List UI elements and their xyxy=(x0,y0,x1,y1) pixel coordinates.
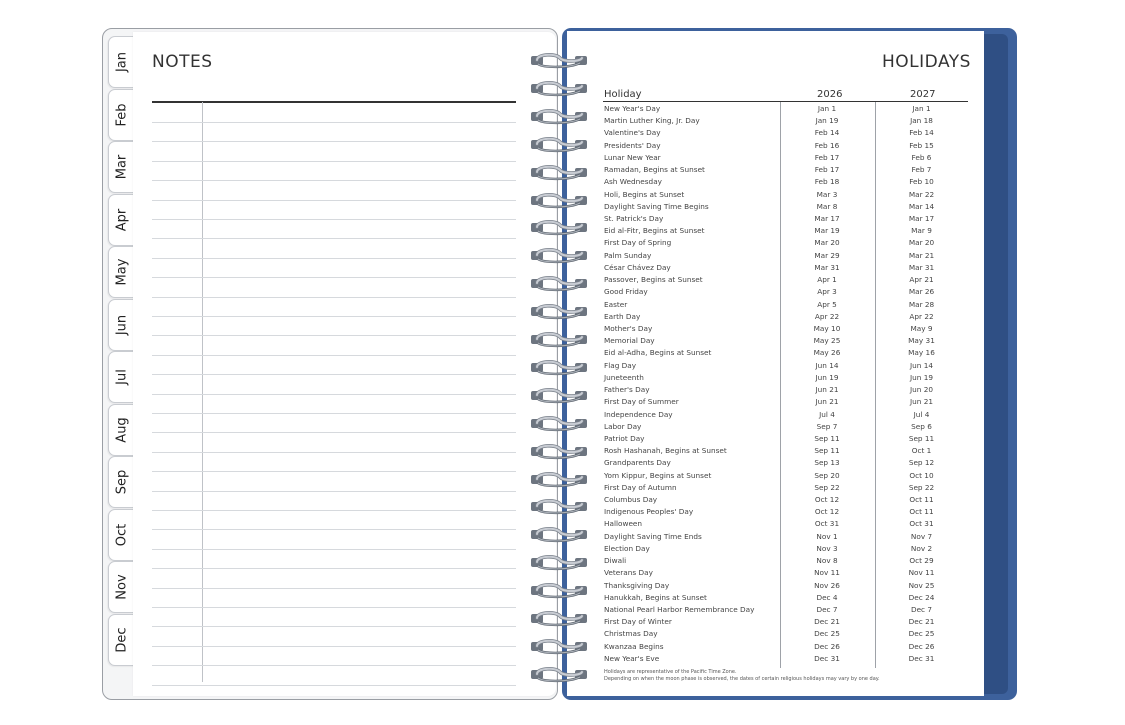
note-line xyxy=(152,141,516,142)
holiday-name: First Day of Summer xyxy=(604,397,679,407)
table-row xyxy=(603,396,968,408)
spiral-ring xyxy=(530,359,588,377)
date-year-2: Sep 6 xyxy=(911,421,932,431)
holiday-name: Columbus Day xyxy=(604,495,658,505)
holiday-name: Presidents' Day xyxy=(604,140,661,150)
date-year-2: Oct 11 xyxy=(909,495,934,505)
holiday-name: Hanukkah, Begins at Sunset xyxy=(604,592,707,602)
table-row xyxy=(603,641,968,653)
holiday-name: Election Day xyxy=(604,543,650,553)
date-year-1: Dec 31 xyxy=(814,653,840,663)
date-year-1: Nov 3 xyxy=(816,543,838,553)
date-year-1: Nov 8 xyxy=(816,556,838,566)
date-year-1: May 25 xyxy=(813,336,841,346)
note-line xyxy=(152,549,516,550)
date-year-1: Apr 5 xyxy=(817,299,837,309)
holiday-name: César Chávez Day xyxy=(604,262,671,272)
date-year-2: Feb 6 xyxy=(911,152,932,162)
holiday-name: First Day of Spring xyxy=(604,238,672,248)
holiday-name: Ramadan, Begins at Sunset xyxy=(604,165,705,175)
date-year-2: Nov 25 xyxy=(908,580,935,590)
date-year-2: Oct 10 xyxy=(909,470,934,480)
note-line xyxy=(152,219,516,220)
date-year-2: Oct 29 xyxy=(909,556,934,566)
date-year-1: Nov 11 xyxy=(814,568,840,578)
date-year-1: Oct 31 xyxy=(814,519,840,529)
date-year-1: Jun 21 xyxy=(815,397,839,407)
holiday-name: Daylight Saving Time Begins xyxy=(604,201,709,211)
holiday-name: New Year's Day xyxy=(604,104,661,113)
spiral-ring xyxy=(530,471,588,489)
notes-title: NOTES xyxy=(152,52,213,72)
date-year-1: Jan 19 xyxy=(815,116,839,126)
holiday-name: Veterans Day xyxy=(604,568,653,578)
table-row xyxy=(603,567,968,579)
table-row xyxy=(603,580,968,592)
month-tab-dec[interactable] xyxy=(108,614,135,666)
table-row xyxy=(603,360,968,372)
date-year-2: Mar 17 xyxy=(908,213,935,223)
holiday-name: Diwali xyxy=(604,556,627,566)
date-year-1: Feb 17 xyxy=(814,165,840,175)
date-year-2: Mar 14 xyxy=(908,201,935,211)
date-year-2: Mar 20 xyxy=(908,238,935,248)
table-row xyxy=(603,445,968,457)
month-tab-jun[interactable] xyxy=(108,299,135,351)
date-year-1: Dec 25 xyxy=(814,629,840,639)
date-year-1: May 10 xyxy=(813,323,841,333)
date-year-2: Jan 1 xyxy=(912,104,931,113)
date-year-1: Oct 12 xyxy=(814,495,840,505)
holiday-name: Grandparents Day xyxy=(604,458,671,468)
date-year-2: Mar 22 xyxy=(908,189,935,199)
note-line xyxy=(152,607,516,608)
date-year-1: Jan 1 xyxy=(817,104,837,113)
table-row xyxy=(603,115,968,127)
date-year-1: Mar 3 xyxy=(816,189,838,199)
note-line xyxy=(152,646,516,647)
header-year-2: 2027 xyxy=(910,89,936,100)
table-row xyxy=(603,384,968,396)
spiral-ring xyxy=(530,164,588,182)
table-row xyxy=(603,506,968,518)
month-tabs xyxy=(108,36,136,696)
date-year-1: Nov 26 xyxy=(814,580,840,590)
holiday-name: Halloween xyxy=(604,519,643,529)
month-tab-label: Jul xyxy=(114,369,130,385)
note-line xyxy=(152,161,516,162)
date-year-1: Dec 7 xyxy=(816,605,838,615)
table-row xyxy=(603,323,968,335)
month-tab-label: Dec xyxy=(114,626,130,653)
note-line xyxy=(152,588,516,589)
table-row xyxy=(603,409,968,421)
month-tab-mar[interactable] xyxy=(108,141,135,193)
date-year-1: Apr 1 xyxy=(817,275,837,285)
note-line xyxy=(152,529,516,530)
date-year-1: Apr 22 xyxy=(814,311,840,321)
holiday-name: Good Friday xyxy=(604,287,648,297)
table-row xyxy=(603,335,968,347)
month-tab-jul[interactable] xyxy=(108,351,135,403)
holiday-name: National Pearl Harbor Remembrance Day xyxy=(604,605,755,615)
note-line xyxy=(152,413,516,414)
table-row xyxy=(603,372,968,384)
note-line xyxy=(152,432,516,433)
date-year-2: Dec 31 xyxy=(908,653,935,663)
month-tab-sep[interactable] xyxy=(108,456,135,508)
note-line xyxy=(152,238,516,239)
table-row xyxy=(603,470,968,482)
month-tab-label: Aug xyxy=(114,416,130,443)
note-line xyxy=(152,316,516,317)
spiral-ring xyxy=(530,247,588,265)
date-year-2: Jun 20 xyxy=(909,385,933,395)
spiral-ring xyxy=(530,387,588,405)
holiday-name: Valentine's Day xyxy=(604,128,661,138)
date-year-2: Jun 21 xyxy=(909,397,933,407)
table-row xyxy=(603,176,968,188)
date-year-2: Dec 7 xyxy=(910,605,933,615)
date-year-1: Mar 29 xyxy=(814,250,840,260)
table-row xyxy=(603,225,968,237)
date-year-1: Mar 8 xyxy=(816,201,838,211)
month-tab-label: Sep xyxy=(114,469,130,495)
month-tab-oct[interactable] xyxy=(108,509,135,561)
spiral-ring xyxy=(530,303,588,321)
table-row xyxy=(603,433,968,445)
table-row xyxy=(603,518,968,530)
date-year-2: Feb 14 xyxy=(909,128,934,138)
holiday-name: Independence Day xyxy=(604,409,673,419)
date-year-2: Oct 1 xyxy=(911,446,932,456)
notes-page xyxy=(133,32,556,696)
table-row xyxy=(603,616,968,628)
spiral-ring xyxy=(530,526,588,544)
table-row xyxy=(603,311,968,323)
spiral-ring xyxy=(530,638,588,656)
date-year-1: Apr 3 xyxy=(817,287,837,297)
date-year-1: Sep 7 xyxy=(816,421,838,431)
spiral-ring xyxy=(530,52,588,70)
date-year-1: Mar 31 xyxy=(814,262,840,272)
holiday-name: Labor Day xyxy=(604,421,642,431)
month-tab-apr[interactable] xyxy=(108,194,135,246)
date-year-2: Nov 2 xyxy=(910,543,933,553)
date-year-2: Mar 26 xyxy=(908,287,935,297)
date-year-1: Feb 18 xyxy=(814,177,840,187)
holiday-name: Eid al-Adha, Begins at Sunset xyxy=(604,348,712,358)
holiday-name: Thanksgiving Day xyxy=(604,580,670,590)
notes-header-rule xyxy=(152,101,516,103)
table-row xyxy=(603,592,968,604)
table-row xyxy=(603,152,968,164)
date-year-2: Mar 9 xyxy=(911,226,932,236)
month-tab-label: Oct xyxy=(114,523,130,546)
note-line xyxy=(152,685,516,686)
date-year-2: May 9 xyxy=(910,323,933,333)
spiral-ring xyxy=(530,554,588,572)
date-year-1: Feb 14 xyxy=(814,128,840,138)
month-tab-label: Apr xyxy=(114,208,130,231)
holiday-name: Indigenous Peoples' Day xyxy=(604,507,694,517)
spiral-ring xyxy=(530,666,588,684)
date-year-2: Nov 7 xyxy=(910,531,933,541)
holiday-name: Patriot Day xyxy=(604,433,645,443)
table-row xyxy=(603,457,968,469)
note-line xyxy=(152,510,516,511)
spiral-ring xyxy=(530,415,588,433)
date-year-2: Apr 22 xyxy=(909,311,934,321)
spiral-ring xyxy=(530,80,588,98)
date-year-2: Sep 12 xyxy=(908,458,935,468)
table-row xyxy=(603,237,968,249)
holiday-name: Lunar New Year xyxy=(604,152,661,162)
month-tab-may[interactable] xyxy=(108,246,135,298)
holiday-name: Palm Sunday xyxy=(604,250,652,260)
note-line xyxy=(152,180,516,181)
holiday-name: Juneteenth xyxy=(604,372,644,382)
month-tab-jan[interactable] xyxy=(108,36,135,88)
date-year-1: Feb 17 xyxy=(814,152,840,162)
note-line xyxy=(152,394,516,395)
date-year-2: Mar 28 xyxy=(908,299,935,309)
footnote-moon-phase: Depending on when the moon phase is observed, the dates of certain religious holidays may vary by one day. xyxy=(604,676,880,682)
header-year-1: 2026 xyxy=(817,89,843,100)
table-row xyxy=(603,531,968,543)
date-year-1: Feb 16 xyxy=(814,140,840,150)
holiday-name: Eid al-Fitr, Begins at Sunset xyxy=(604,226,705,236)
table-row xyxy=(603,213,968,225)
spiral-ring xyxy=(530,582,588,600)
date-year-1: Oct 12 xyxy=(814,507,840,517)
table-row xyxy=(603,628,968,640)
date-year-1: Jun 14 xyxy=(815,360,839,370)
note-line xyxy=(152,200,516,201)
note-line xyxy=(152,258,516,259)
holiday-name: Easter xyxy=(604,299,628,309)
note-line xyxy=(152,626,516,627)
date-year-2: Oct 11 xyxy=(909,507,934,517)
date-year-1: Dec 4 xyxy=(816,592,838,602)
note-line xyxy=(152,471,516,472)
date-year-2: Dec 25 xyxy=(908,629,935,639)
date-year-2: May 16 xyxy=(908,348,935,358)
note-line xyxy=(152,297,516,298)
table-row xyxy=(603,299,968,311)
spiral-ring xyxy=(530,610,588,628)
date-year-2: Jul 4 xyxy=(913,409,930,419)
table-row xyxy=(603,494,968,506)
note-line xyxy=(152,665,516,666)
holiday-name: Father's Day xyxy=(604,385,650,395)
note-line xyxy=(152,374,516,375)
date-year-2: Apr 21 xyxy=(909,275,934,285)
table-row xyxy=(603,201,968,213)
date-year-1: Mar 20 xyxy=(814,238,840,248)
date-year-1: Nov 1 xyxy=(816,531,838,541)
date-year-2: Oct 31 xyxy=(909,519,934,529)
holiday-name: Memorial Day xyxy=(604,336,655,346)
date-year-1: Sep 13 xyxy=(814,458,840,468)
note-line xyxy=(152,452,516,453)
table-row xyxy=(603,604,968,616)
month-tab-label: Jun xyxy=(114,314,130,335)
date-year-2: Dec 21 xyxy=(908,617,935,627)
table-row xyxy=(603,286,968,298)
holiday-name: Martin Luther King, Jr. Day xyxy=(604,116,700,126)
month-tab-nov[interactable] xyxy=(108,561,135,613)
holiday-name: Holi, Begins at Sunset xyxy=(604,189,685,199)
date-year-2: Sep 11 xyxy=(908,433,935,443)
month-tab-feb[interactable] xyxy=(108,89,135,141)
date-year-2: Dec 24 xyxy=(908,592,935,602)
date-year-2: Dec 26 xyxy=(908,641,935,651)
note-line xyxy=(152,335,516,336)
date-year-1: Sep 11 xyxy=(814,433,840,443)
date-year-2: Jun 14 xyxy=(909,360,933,370)
table-row xyxy=(603,189,968,201)
holiday-name: Daylight Saving Time Ends xyxy=(604,531,702,541)
date-year-2: Mar 21 xyxy=(908,250,935,260)
date-year-2: May 31 xyxy=(908,336,935,346)
date-year-1: Mar 17 xyxy=(814,213,840,223)
table-row xyxy=(603,274,968,286)
holiday-name: First Day of Winter xyxy=(604,617,672,627)
date-year-1: Dec 26 xyxy=(814,641,840,651)
table-row xyxy=(603,482,968,494)
note-line xyxy=(152,491,516,492)
table-row xyxy=(603,127,968,139)
month-tab-label: Jan xyxy=(114,51,130,73)
spiral-ring xyxy=(530,136,588,154)
holidays-header-rule xyxy=(603,101,968,102)
note-line xyxy=(152,277,516,278)
table-row xyxy=(603,421,968,433)
table-row xyxy=(603,103,968,115)
date-year-1: Jun 19 xyxy=(815,372,839,382)
date-year-2: Feb 15 xyxy=(909,140,934,150)
holiday-name: St. Patrick's Day xyxy=(604,213,664,223)
table-row xyxy=(603,164,968,176)
holidays-title: HOLIDAYS xyxy=(882,52,971,72)
holiday-name: Kwanzaa Begins xyxy=(604,641,664,651)
month-tab-label: Nov xyxy=(114,574,130,600)
date-year-2: Sep 22 xyxy=(908,482,935,492)
spiral-ring xyxy=(530,443,588,461)
date-year-2: Feb 7 xyxy=(911,165,932,175)
date-year-2: Nov 11 xyxy=(908,568,935,578)
date-year-1: Dec 21 xyxy=(814,617,840,627)
table-row xyxy=(603,262,968,274)
month-tab-label: May xyxy=(114,258,130,286)
date-year-1: Jun 21 xyxy=(815,385,839,395)
holiday-name: Yom Kippur, Begins at Sunset xyxy=(604,470,712,480)
holiday-name: Rosh Hashanah, Begins at Sunset xyxy=(604,446,727,456)
date-year-1: Sep 22 xyxy=(814,482,840,492)
month-tab-label: Feb xyxy=(114,102,130,127)
holiday-name: Christmas Day xyxy=(604,629,658,639)
holiday-name: Mother's Day xyxy=(604,323,653,333)
holiday-name: New Year's Eve xyxy=(604,653,660,663)
holiday-name: Flag Day xyxy=(604,360,637,370)
table-row xyxy=(603,140,968,152)
date-year-2: Jan 18 xyxy=(910,116,933,126)
spiral-ring xyxy=(530,219,588,237)
spiral-ring xyxy=(530,192,588,210)
month-tab-label: Mar xyxy=(114,154,130,180)
holiday-name: Earth Day xyxy=(604,311,641,321)
date-year-1: Mar 19 xyxy=(814,226,840,236)
spiral-ring xyxy=(530,331,588,349)
date-year-2: Jun 19 xyxy=(909,372,933,382)
header-holiday: Holiday xyxy=(604,89,642,100)
note-line xyxy=(152,122,516,123)
note-line xyxy=(152,568,516,569)
note-line xyxy=(152,355,516,356)
holiday-name: Passover, Begins at Sunset xyxy=(604,275,703,285)
date-year-1: May 26 xyxy=(813,348,841,358)
footnote-timezone: Holidays are representative of the Pacific Time Zone. xyxy=(604,669,737,675)
table-row xyxy=(603,250,968,262)
table-row xyxy=(603,555,968,567)
date-year-2: Mar 31 xyxy=(908,262,935,272)
month-tab-aug[interactable] xyxy=(108,404,135,456)
date-year-1: Jul 4 xyxy=(819,409,835,419)
date-year-1: Sep 20 xyxy=(814,470,840,480)
spiral-ring xyxy=(530,108,588,126)
date-year-1: Sep 11 xyxy=(814,446,840,456)
date-year-2: Feb 10 xyxy=(909,177,934,187)
table-row xyxy=(603,543,968,555)
notes-margin-line xyxy=(202,102,203,682)
holiday-name: First Day of Autumn xyxy=(604,482,677,492)
holiday-name: Ash Wednesday xyxy=(604,177,662,187)
spiral-ring xyxy=(530,498,588,516)
spiral-ring xyxy=(530,275,588,293)
table-row xyxy=(603,347,968,359)
table-row xyxy=(603,653,968,665)
